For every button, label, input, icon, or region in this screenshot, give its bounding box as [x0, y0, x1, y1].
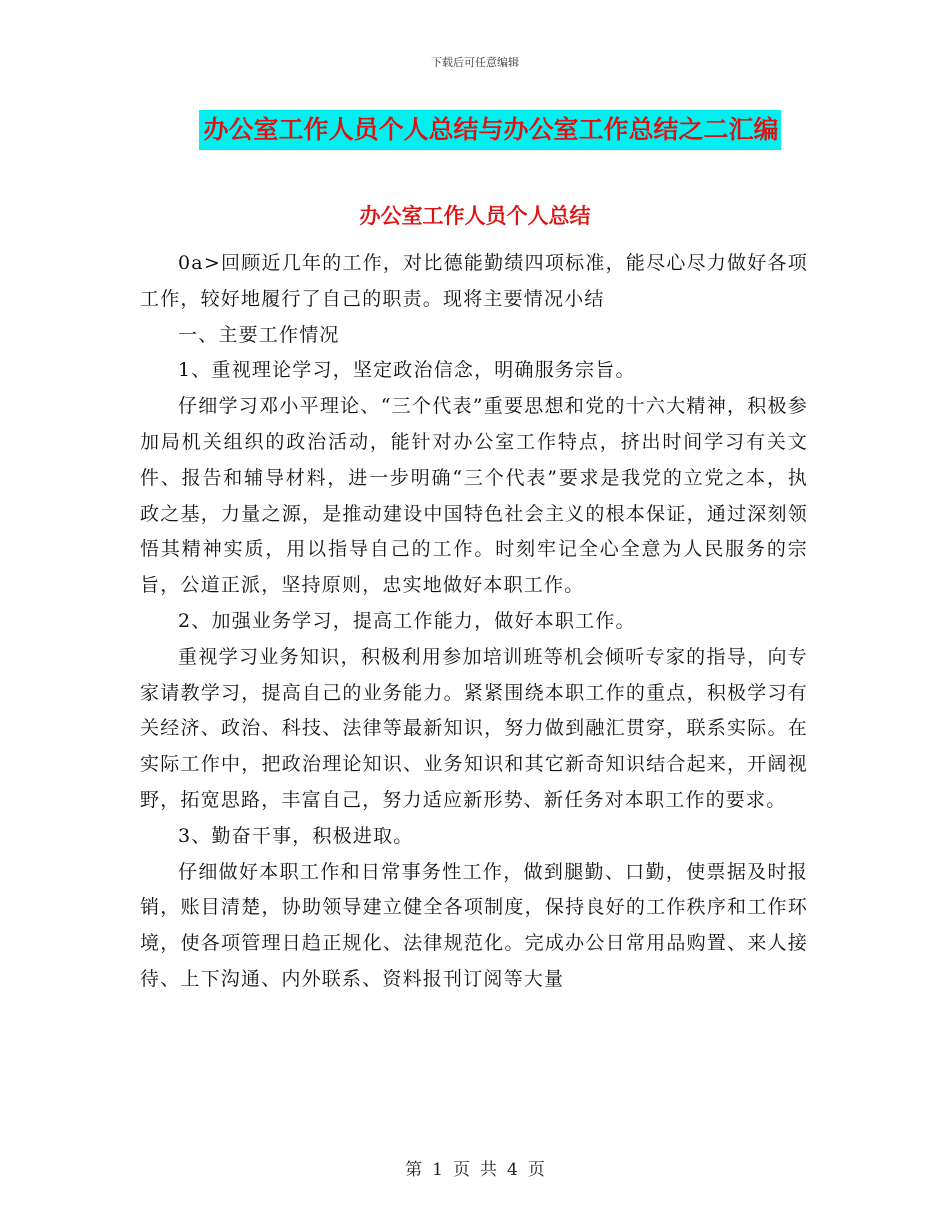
body-paragraph: 重视学习业务知识，积极利用参加培训班等机会倾听专家的指导，向专家请教学习，提高自己的业务能力。紧紧围绕本职工作的重点，积极学习有关经济、政治、科技、法律等最新知识，努力做到融汇贯穿，联系实际。在实际工作中，把政治理论知识、业务知识和其它新奇知识结合起来，开阔视野，拓宽思路，丰富自己，努力适应新形势、新任务对本职工作的要求。 [140, 645, 808, 811]
page-footer [0, 1155, 950, 1180]
body-paragraph: 0a>回顾近几年的工作，对比德能勤绩四项标准，能尽心尽力做好各项工作，较好地履行了自己的职责。现将主要情况小结 [140, 252, 808, 310]
footer-label-total-unit: 页 [527, 1160, 545, 1180]
section-title: 办公室工作人员个人总结 [359, 203, 591, 228]
body-paragraph: 仔细做好本职工作和日常事务性工作，做到腿勤、口勤，使票据及时报销，账目清楚，协助领导建立健全各项制度，保持良好的工作秩序和工作环境，使各项管理日趋正规化、法律规范化。完成办公日常用品购置、来人接待、上下沟通、内外联系、资料报刊订阅等大量 [140, 860, 808, 990]
document-title-container [0, 110, 950, 150]
document-title: 办公室工作人员个人总结与办公室工作总结之二汇编 [199, 110, 780, 150]
footer-total-pages: 4 [507, 1160, 518, 1180]
body-paragraph: 一、主要工作情况 [178, 323, 340, 346]
body-paragraph: 1、重视理论学习，坚定政治信念，明确服务宗旨。 [178, 359, 636, 382]
footer-current-page: 1 [432, 1160, 443, 1180]
document-body [140, 246, 808, 998]
body-paragraph: 2、加强业务学习，提高工作能力，做好本职工作。 [178, 609, 636, 632]
footer-label-page: 第 [405, 1160, 423, 1180]
page-header-note: 下载后可任意编辑 [431, 56, 519, 69]
footer-label-total: 共 [480, 1160, 497, 1180]
body-paragraph: 3、勤奋干事，积极进取。 [178, 824, 414, 847]
body-paragraph: 仔细学习邓小平理论、“三个代表”重要思想和党的十六大精神，积极参加局机关组织的政治活动，能针对办公室工作特点，挤出时间学习有关文件、报告和辅导材料，进一步明确“三个代表”要求是我党的立党之本，执政之基，力量之源，是推动建设中国特色社会主义的根本保证，通过深刻领悟其精神实质，用以指导自己的工作。时刻牢记全心全意为人民服务的宗旨，公道正派，坚持原则，忠实地做好本职工作。 [140, 395, 808, 597]
footer-label-page-unit: 页 [453, 1160, 470, 1180]
